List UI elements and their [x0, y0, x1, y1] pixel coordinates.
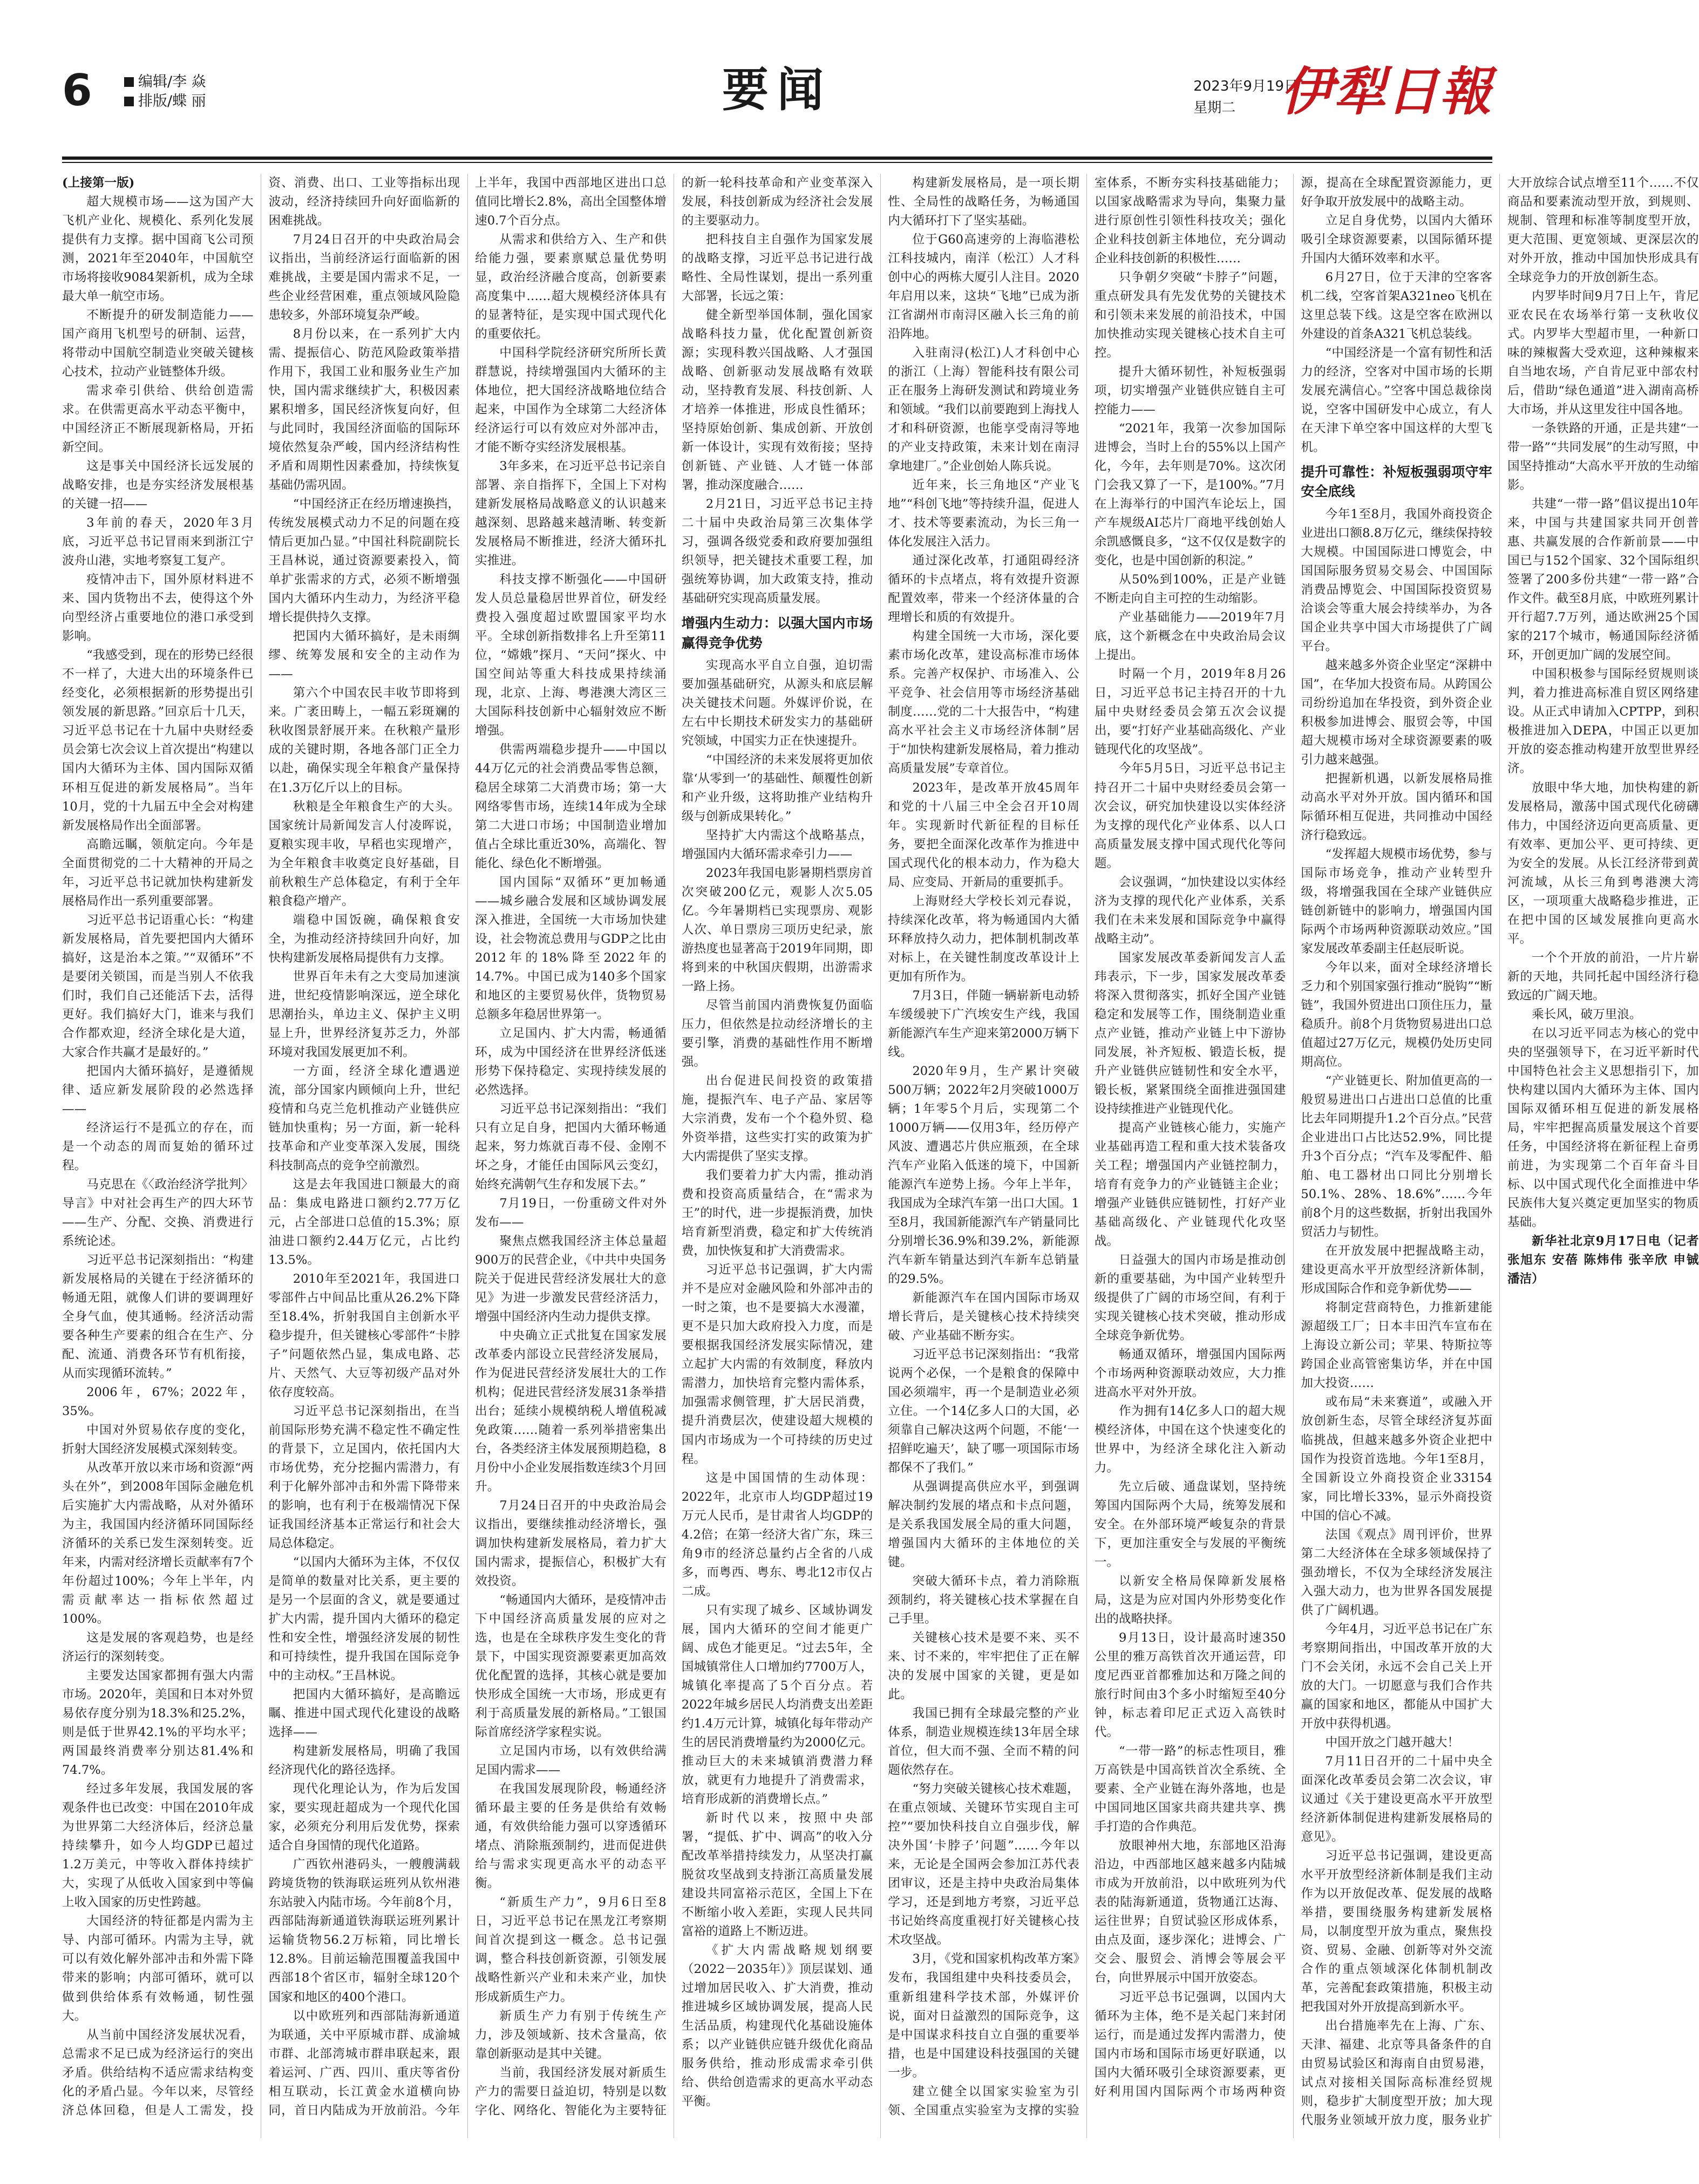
article-paragraph: “努力突破关键核心技术难题，在重点领域、关键环节实现自主可控”“要加快科技自立自强步伐，解决外国‘卡脖子’问题”……今年以来，无论是全国两会参加江苏代表团审议，还是主持中央政治局集体学习，还是到地方考察，习近平总书记始终高度重视打好关键核心技术攻坚战。 [888, 1782, 1079, 1948]
article-paragraph: 实现高水平自立自强，迫切需要加强基础研究，从源头和底层解决关键技术问题。外媒评价说，在左右中长期技术研发实力的基础研究领域，中国实力正在快速提升。 [681, 658, 873, 748]
article-paragraph: 3年前的春天，2020年3月底，习近平总书记冒雨来到浙江宁波舟山港，实地考察复工复产。 [62, 516, 254, 568]
article-paragraph: 提高产业链核心能力，实施产业基础再造工程和重大技术装备攻关工程；增强国内产业链控制力，培育有竞争力的产业链链主企业；增强产业链供应链韧性，打好产业基础高级化、产业链现代化攻坚战。 [1094, 1120, 1286, 1248]
article-paragraph: 位于G60高速旁的上海临港松江科技城内，南洋（松江）人才科创中心的两栋大厦引人注目。2020年启用以来，这块“飞地”已成为浙江省湖州市南浔区融入长三角的前沿阵地。 [888, 233, 1079, 342]
article-paragraph: 不断提升的研发制造能力——国产商用飞机型号的研制、运营，将带动中国航空制造业突破关键核心技术，拉动产业链整体升级。 [62, 308, 254, 379]
layout-name: 排版/蝶 丽 [138, 93, 206, 110]
article-paragraph: 尽管当前国内消费恢复仍面临压力，但依然是拉动经济增长的主要引擎，消费的基础性作用不断增强。 [681, 998, 873, 1070]
article-paragraph: 在开放发展中把握战略主动，建设更高水平开放型经济新体制，形成国际合作和竞争新优势—— [1301, 1244, 1492, 1296]
article-paragraph: 端稳中国饭碗，确保粮食安全，为推动经济持续回升向好，加快构建新发展格局提供有力支撑。 [268, 913, 460, 965]
article-paragraph: 或布局“未来赛道”，或融入开放创新生态，尽管全球经济复苏面临挑战，但越来越多外资企业把中国作为投资首选地。今年1至8月，全国新设立外商投资企业33154家，同比增长33%，显示外商投资中国的信心不减。 [1301, 1395, 1492, 1523]
article-paragraph: 7月19日，一份重磅文件对外发布—— [475, 1196, 667, 1229]
article-paragraph: 近年来，长三角地区“产业飞地”“科创飞地”等持续升温，促进人才、技术等要素流动，为长三角一体化发展注入活力。 [888, 478, 1079, 549]
article-paragraph: 习近平总书记深刻指出，在当前国际形势充满不稳定性不确定性的背景下，立足国内，依托国内大市场优势，充分挖掘内需潜力，有利于化解外部冲击和外需下降带来的影响，也有利于在极端情况下保证我国经济基本正常运行和社会大局总体稳定。 [268, 1404, 460, 1551]
article-paragraph: 3月，《党和国家机构改革方案》发布，我国组建中央科技委员会，重新组建科学技术部，外媒评价说，面对日益激烈的国际竞争，这是中国谋求科技自立自强的重要举措，也是中国建设科技强国的关键一步。 [888, 1952, 1079, 2080]
header-rule-thin [62, 162, 1492, 163]
article-paragraph: “一带一路”的标志性项目，雅万高铁是中国高铁首次全系统、全要素、全产业链在海外落地，也是中国同地区国家共商共建共享、携手打造的合作典范。 [1094, 1744, 1286, 1834]
article-paragraph: 习近平总书记深刻指出：“我常说两个必保，一个是粮食的保障中国必须端牢，再一个是制造业必须立住。一个14亿多人口的大国，必须靠自己解决这两个问题，不能‘一招鲜吃遍天’，缺了哪一项国际市场都保不了我们。” [888, 1347, 1079, 1475]
article-paragraph: 这是发展的客观趋势，也是经济运行的深刻转变。 [62, 1631, 254, 1664]
article-paragraph: 中国开放之门越开越大！ [1325, 1735, 1460, 1750]
article-paragraph: 将制定营商特色，力推新建能源超级工厂；日本丰田汽车宣布在上海设立新公司；苹果、特斯拉等跨国企业高管密集访华，并在中国加大投资…… [1301, 1301, 1492, 1391]
article-paragraph: 从强调提高供应水平，到强调解决制约发展的堵点和卡点问题，是关系我国发展全局的重大问题，增强国内大循环的主体地位的关键。 [888, 1480, 1079, 1570]
article-paragraph: 构建全国统一大市场，深化要素市场化改革，建设高标准市场体系。完善产权保护、市场准入、公平竞争、社会信用等市场经济基础制度……党的二十大报告中，“构建高水平社会主义市场经济体制”居于“加快构建新发展格局，着力推动高质量发展”专章首位。 [888, 629, 1079, 776]
article-paragraph: 今年以来，面对全球经济增长乏力和个别国家强行推动“脱钩”“断链”，我国外贸进出口顶住压力，量稳质升。前8个月货物贸易进出口总值超过27万亿元，规模仍处历史同期高位。 [1301, 961, 1492, 1070]
article-paragraph: 从50%到100%，正是产业链不断走向自主可控的生动缩影。 [1094, 573, 1286, 606]
article-paragraph: 共建“一带一路”倡议提出10年来，中国与共建国家共同开创普惠、共赢发展的合作新前景——中国已与152个国家、32个国际组织签署了200多份共建“一带一路”合作文件。截至8月底，中欧班列累计开行超7.7万列，通达欧洲25个国家的217个城市，畅通国际经济循环，开创更加广阔的发展空间。 [1507, 497, 1699, 663]
article-paragraph: 只争朝夕突破“卡脖子”问题，重点研发具有先发优势的关键技术和引领未来发展的前沿技术，中国加快推动实现关键核心技术自主可控。 [1094, 270, 1286, 360]
article-paragraph: 科技支撑不断强化——中国研发人员总量稳居世界首位，研发经费投入强度超过欧盟国家平均水平。全球创新指数排名上升至第11位，“嫦娥”探月、“天问”探火、中国空间站等重大科技成果持续涌现，北京、上海、粤港澳大湾区三大国际科技创新中心辐射效应不断增强。 [475, 573, 667, 738]
article-paragraph: 先立后破、通盘谋划，坚持统筹国内国际两个大局，统筹发展和安全。在外部环境严峻复杂的背景下，更加注重安全与发展的平衡统一。 [1094, 1480, 1286, 1570]
article-paragraph: 9月13日，设计最高时速350公里的雅万高铁首次开通运营，印度尼西亚首都雅加达和万隆之间的旅行时间由3个多小时缩短至40分钟，标志着印尼正式迈入高铁时代。 [1094, 1631, 1286, 1740]
article-paragraph: 上海财经大学校长刘元春说，持续深化改革，将为畅通国内大循环释放持久动力，把体制机制改革对标上，在关键性制度改革设计上更加有所作为。 [888, 894, 1079, 984]
article-paragraph: 立足国内市场，以有效供给满足国内需求—— [475, 1744, 667, 1778]
article-paragraph: “中国经济正在经历增速换挡，传统发展模式动力不足的问题在疫情后更加凸显。”中国社科院副院长王昌林说，通过资源要素投入，简单扩张需求的方式，必须不断增强国内大循环内生动力，为经济平稳增长提供持久支撑。 [268, 497, 460, 625]
square-bullet-icon [124, 97, 134, 106]
article-paragraph: 把科技自主自强作为国家发展的战略支撑，习近平总书记进行战略性、全局性谋划，提出一系列重大部署，长远之策： [681, 233, 873, 304]
article-paragraph: “2021年，我第一次参加国际进博会，当时上台的55%以上国产化，今年，去年则是70%。这次闭门会我又算了一下，是100%。”7月在上海举行的中国汽车论坛上，国产车规级AI芯片厂商地平线创始人余凯感慨良多，“这不仅仅是数字的变化，也是中国创新的积淀。” [1094, 421, 1286, 568]
article-paragraph: 2006年，67%；2022年，35%。 [62, 1385, 254, 1419]
article-paragraph: 超大规模市场——这为国产大飞机产业化、规模化、系列化发展提供有力支撑。据中国商飞公司预测，2021年至2040年，中国航空市场将接收9084架新机，成为全球最大单一航空市场。 [62, 195, 254, 304]
article-paragraph: 秋粮是全年粮食生产的大头。国家统计局新闻发言人付凌晖说，夏粮实现丰收，早稻也实现增产，为全年粮食丰收奠定良好基础，目前秋粮生产总体稳定，有利于全年粮食稳产增产。 [268, 799, 460, 908]
article-paragraph: 以新安全格局保障新发展格局，这是为应对国内外形势变化作出的战略抉择。 [1094, 1574, 1286, 1627]
article-paragraph: 把国内大循环搞好，是高瞻远瞩、推进中国式现代化建设的战略选择—— [268, 1688, 460, 1740]
article-paragraph: 入驻南浔(松江)人才科创中心的浙江（上海）智能科技有限公司正在服务上海研发测试和跨境业务和领域。“我们以前要跑到上海找人才和科研资源，也能享受南浔等地的产业支持政策，未来计划在南浔拿地建厂。”企业创始人陈兵说。 [888, 346, 1079, 474]
article-paragraph: 在我国发展现阶段，畅通经济循环最主要的任务是供给有效畅通，有效供给能力强可以穿透循环堵点、消除瓶颈制约，进而促进供给与需求实现更高水平的动态平衡。 [475, 1782, 667, 1891]
article-paragraph: “产业链更长、附加值更高的一般贸易进出口占进出口总值的比重比去年同期提升1.2个百分点。”民营企业进出口占比达52.9%，同比提升3个百分点；“汽车及零配件、船舶、电工器材出口同比分别增长50.1%、28%、18.6%”……今年前8个月的这些数据，折射出我国外贸活力与韧性。 [1301, 1074, 1492, 1240]
article-paragraph: 通过深化改革，打通阻碍经济循环的卡点堵点，将有效提升资源配置效率，带来一个经济体量的合理增长和质的有效提升。 [888, 554, 1079, 625]
square-bullet-icon [124, 77, 134, 87]
article-paragraph: 越来越多外资企业坚定“深耕中国”，在华加大投资布局。从跨国公司纷纷追加在华投资，到外资企业积极参加进博会、服贸会等，中国超大规模市场对全球资源要素的吸引力越来越强。 [1301, 658, 1492, 767]
article-paragraph: 2023年我国电影暑期档票房首次突破200亿元，观影人次5.05亿。今年暑期档已实现票房、观影人次、单日票房三项历史纪录，旅游热度也显著高于2019年同期，即将到来的中秋国庆假期，出游需求一路上扬。 [681, 866, 873, 994]
article-paragraph: 6月27日，位于天津的空客客机二线，空客首架A321neo飞机在这里总装下线。这是空客在欧洲以外建设的首条A321飞机总装线。 [1301, 270, 1492, 342]
article-paragraph: “以国内大循环为主体，不仅仅是简单的数量对比关系，更主要的是另一个层面的含义，就是要通过扩大内需，提升国内大循环的稳定性和安全性，增强经济发展的韧性和可持续性，提升我国在国际竞争中的主动权。”王昌林说。 [268, 1555, 460, 1683]
article-paragraph: 我们要着力扩大内需，推动消费和投资高质量结合，在“需求为王”的时代，进一步提振消费，加快培育新型消费，稳定和扩大传统消费，加快恢复和扩大消费需求。 [681, 1168, 873, 1258]
article-paragraph: 新质生产力有别于传统生产力，涉及领域新、技术含量高，依靠创新驱动是其中关键。 [475, 2009, 667, 2061]
article-paragraph: 供需两端稳步提升——中国以44万亿元的社会消费品零售总额，稳居全球第二大消费市场；第一大网络零售市场，连续14年成为全球第二大进口市场；中国制造业增加值占全球比重近30%，高端化、智能化、绿色化不断增强。 [475, 743, 667, 870]
article-paragraph: 习近平总书记强调，建设更高水平开放型经济新体制是我们主动作为以开放促改革、促发展的战略举措，要围绕服务构建新发展格局，以制度型开放为重点，聚焦投资、贸易、金融、创新等对外交流合作的重点领域深化体制机制改革，完善配套政策措施，积极主动把我国对外开放提高到新水平。 [1301, 1848, 1492, 2014]
article-paragraph: 突破大循环卡点，着力消除瓶颈制约，将关键核心技术掌握在自己手里。 [888, 1574, 1079, 1627]
article-paragraph: 习近平总书记强调，以国内大循环为主体，绝不是关起门来封闭运行，而是通过发挥内需潜力，使国内市场和国际市场更好联通，以国内大循环吸引全球资源要素，更好利用国内国际两个市场两种资源，提高在全球配置资源能力，更好争取开放发展中的战略主动。 [1094, 176, 1492, 2099]
article-paragraph: 法国《观点》周刊评价，世界第二大经济体在全球多领域保持了强劲增长，不仅为全球经济发展注入强大动力，也为世界各国发展提供了广阔机遇。 [1301, 1527, 1492, 1617]
article-paragraph: 7月24日召开的中央政治局会议指出，当前经济运行面临新的困难挑战，主要是国内需求不足，一些企业经营困难，重点领域风险隐患较多，外部环境复杂严峻。 [268, 233, 460, 323]
article-paragraph: 放眼神州大地，东部地区沿海沿边，中西部地区越来越多内陆城市成为开放前沿，以中欧班列为代表的陆海新通道，货物通江达海、运往世界；自贸试验区形成体系，由点及面，逐步深化；进博会、广交会、服贸会、消博会等展会平台，向世界展示中国开放姿态。 [1094, 1839, 1286, 1985]
article-paragraph: 时隔一个月，2019年8月26日，习近平总书记主持召开的十九届中央财经委员会第五次会议提出，要“打好产业基础高级化、产业链现代化的攻坚战”。 [1094, 667, 1286, 757]
article-paragraph: “我感受到，现在的形势已经很不一样了，大进大出的环境条件已经变化，必须根据新的形势提出引领发展的新思路。”回京后十几天，习近平总书记在十九届中央财经委员会第七次会议上首次提出“构建以国内大循环为主体、国内国际双循环相互促进的新发展格局”。当年10月，党的十九届五中全会对构建新发展格局作出全面部署。 [62, 648, 254, 833]
article-paragraph: 国内国际“双循环”更加畅通——城乡融合发展和区域协调发展深入推进，全国统一大市场加快建设，社会物流总费用与GDP之比由2012年的18%降至2022年的14.7%。中国已成为140多个国家和地区的主要贸易伙伴，货物贸易总额多年稳居世界第一。 [475, 875, 667, 1022]
section-title: 要闻 [722, 63, 832, 117]
article-paragraph: 只有实现了城乡、区域协调发展，国内大循环的空间才能更广阔、成色才能更足。“过去5年，全国城镇常住人口增加约7700万人，城镇化率提高了5个百分点。若2022年城乡居民人均消费支出差距约1.4万元计算，城镇化每年带动产生的居民消费增量约为2000亿元。推动巨大的未来城镇消费潜力释放，就更有力地提升了消费需求，培育形成新的消费增长点。” [681, 1603, 873, 1806]
article-paragraph: 这是去年我国进口额最大的商品：集成电路进口额约2.77万亿元，占全部进口总值的15.3%；原油进口额约2.44万亿元，占比约13.5%。 [268, 1177, 460, 1267]
article-paragraph: 疫情冲击下，国外原材料进不来、国内货物出不去，使得这个外向型经济占重要地位的港口承受到影响。 [62, 573, 254, 644]
article-paragraph: 从当前中国经济发展状况看，总需求不足已成为经济运行的突出矛盾。供给结构不适应需求结构变化的矛盾凸显。今年以来，尽管经济总体回稳，但是人工需发，投资、消费、出口、工业等指标出现波动，经济持续回升向好面临新的困难挑战。 [62, 176, 460, 2118]
article-paragraph: 7月24日召开的中央政治局会议指出，要继续推动经济增长，强调加快构建新发展格局，着力扩大国内需求，提振信心，积极扩大有效投资。 [475, 1499, 667, 1589]
article-paragraph: “中国经济的未来发展将更加依靠‘从零到一’的基础性、颠覆性创新和产业升级，这将助推产业结构升级与创新成果转化。” [681, 752, 873, 824]
article-body [62, 174, 1699, 2138]
article-paragraph: 高瞻远瞩，领航定向。今年是全面贯彻党的二十大精神的开局之年，习近平总书记就加快构建新发展格局作出一系列重要部署。 [62, 837, 254, 908]
article-paragraph: 会议强调，“加快建设以实体经济为支撑的现代化产业体系，关系我们在未来发展和国际竞争中赢得战略主动”。 [1094, 875, 1286, 946]
article-paragraph: 出台促进民间投资的政策措施，提振汽车、电子产品、家居等大宗消费，发布一个个稳外贸、稳外资举措，这些实打实的政策为扩大内需提供了坚实支撑。 [681, 1074, 873, 1164]
layout-line [124, 92, 206, 111]
article-columns [62, 174, 1699, 2138]
article-paragraph: 中国积极参与国际经贸规则谈判，着力推进高标准自贸区网络建设。从正式申请加入CPTPP，到积极推进加入DEPA，中国正以更加开放的姿态推动构建开放型世界经济。 [1507, 667, 1699, 776]
article-paragraph: 中国科学院经济研究所所长黄群慧说，持续增强国内大循环的主体地位，把大国经济战略地位结合起来，中国作为全球第二大经济体经济运行可以有效应对外部冲击，才能不断夺实经济发展根基。 [475, 346, 667, 455]
article-paragraph: 经过多年发展，我国发展的客观条件也已改变：中国在2010年成为世界第二大经济体后，经济总量持续攀升，如今人均GDP已超过1.2万美元，中等收入群体持续扩大，实现了从低收入国家到中等偏上收入国家的历史性跨越。 [62, 1782, 254, 1910]
article-paragraph: 第六个中国农民丰收节即将到来。广袤田畴上，一幅五彩斑斓的秋收图景舒展开来。在秋粮产量形成的关键时期，各地各部门正全力以赴，确保实现全年粮食产量保持在1.3万亿斤以上的目标。 [268, 686, 460, 795]
article-paragraph: 日益强大的国内市场是推动创新的重要基础，为中国产业转型升级提供了广阔的市场空间，有利于实现关键核心技术突破，推动形成全球竞争新优势。 [1094, 1253, 1286, 1343]
article-paragraph: 建立健全以国家实验室为引领、全国重点实验室为支撑的实验室体系，不断夯实科技基础能力；以国家战略需求为导向，集聚力量进行原创性引领性科技攻关；强化企业科技创新主体地位，充分调动企业科技创新的积极性…… [888, 176, 1286, 2118]
article-paragraph: 马克思在《〈政治经济学批判〉导言》中对社会再生产的四大环节——生产、分配、交换、消费进行系统论述。 [62, 1177, 254, 1248]
article-paragraph: 一方面，经济全球化遭遇逆流，部分国家内顾倾向上升，世纪疫情和乌克兰危机推动产业链供应链加快重构；另一方面，新一轮科技革命和产业变革深入发展，围绕科技制高点的竞争空前激烈。 [268, 1064, 460, 1173]
article-paragraph: “新质生产力”，9月6日至8日，习近平总书记在黑龙江考察期间首次提到这一概念。总书记强调，整合科技创新资源，引领发展战略性新兴产业和未来产业，加快形成新质生产力。 [475, 1895, 667, 2004]
article-paragraph: 2020年9月，生产累计突破500万辆；2022年2月突破1000万辆；1年零5个月后，实现第二个1000万辆——仅用3年，经历停产风波、遭遇芯片供应瓶颈，在全球汽车产业陷入低迷的境下，中国新能源汽车逆势上扬。今年上半年，我国成为全球汽车第一出口大国。1至8月，我国新能源汽车产销量同比分别增长36.9%和39.2%，新能源汽车新车销量达到汽车新车总销量的29.5%。 [888, 1064, 1079, 1286]
article-paragraph: “畅通国内大循环，是疫情冲击下中国经济高质量发展的应对之选，也是在全球秩序发生变化的背景下，中国实现资源要素更加高效优化配置的选择，其核心就是要加快形成全国统一大市场，形成更有利于高质量发展的新格局。”工银国际首席经济学家程实说。 [475, 1593, 667, 1740]
article-paragraph: 在以习近平同志为核心的党中央的坚强领导下，在习近平新时代中国特色社会主义思想指引下，加快构建以国内大循环为主体、国内国际双循环相互促进的新发展格局，牢牢把握高质量发展这个首要任务，中国经济将在新征程上奋勇前进，为实现第二个百年奋斗目标、以中国式现代化全面推进中华民族伟大复兴奠定更加坚实的物质基础。 [1507, 1026, 1699, 1229]
article-paragraph: 当前，我国经济发展对新质生产力的需要日益迫切，特别是以数字化、网络化、智能化为主要特征的新一轮科技革命和产业变革深入发展，科技创新成为经济社会发展的主要驱动力。 [475, 176, 873, 2118]
article-paragraph: 世界百年未有之大变局加速演进，世纪疫情影响深远，逆全球化思潮抬头，单边主义、保护主义明显上升，世界经济复苏乏力，外部环境对我国发展更加不利。 [268, 969, 460, 1059]
article-byline: 新华社北京9月17日电（记者 张旭东 安蓓 陈炜伟 张辛欣 申铖 潘洁） [1507, 1234, 1699, 1286]
article-paragraph: 把国内大循环搞好，是未雨绸缪、统筹发展和安全的主动作为—— [268, 629, 460, 682]
article-paragraph: 2023年，是改革开放45周年和党的十八届三中全会召开10周年。实现新时代新征程的目标任务，要把全面深化改革作为推进中国式现代化的根本动力，作为稳大局、应变局、开新局的重要抓手。 [888, 780, 1079, 889]
article-paragraph: 一个个开放的前沿，一片片崭新的天地，共同托起中国经济行稳致远的广阔天地。 [1507, 950, 1699, 1003]
article-paragraph: 习近平总书记深刻指出：“构建新发展格局的关键在于经济循环的畅通无阻，就像人们讲的要调理好全身气血，使其通畅。经济活动需要各种生产要素的组合在生产、分配、流通、消费各环节有机衔接，从而实现循环流转。” [62, 1253, 254, 1380]
article-paragraph: 以中欧班列和西部陆海新通道为联通，关中平原城市群、成渝城市群、北部湾城市群串联起来，跟着运河、广西、四川、重庆等省份相互联动，长江黄金水道横向协同，首日内陆成为开放前沿。今年上半年，我国中西部地区进出口总值同比增长2.8%，高出全国整体增速0.7个百分点。 [268, 176, 667, 2118]
article-paragraph: 新时代以来，按照中央部署，“提低、扩中、调高”的收入分配改革举措持续发力，从坚决打赢脱贫攻坚战到支持浙江高质量发展建设共同富裕示范区，全国上下在不断缩小收入差距，实现人民共同富裕的道路上不断迈进。 [681, 1811, 873, 1938]
article-paragraph: 7月11日召开的二十届中央全面深化改革委员会第二次会议，审议通过《关于建设更高水平开放型经济新体制促进构建新发展格局的意见》。 [1301, 1754, 1492, 1844]
article-paragraph: 提升大循环韧性，补短板强弱项，切实增强产业链供应链自主可控能力—— [1094, 365, 1286, 417]
continuation-note: (上接第一版) [62, 176, 135, 190]
article-paragraph: 7月3日，伴随一辆崭新电动轿车缓缓驶下广汽埃安生产线，我国新能源汽车生产迎来第2000万辆下线。 [888, 988, 1079, 1059]
editor-credits [124, 72, 206, 112]
article-paragraph: 今年1至8月，我国外商投资企业进出口额8.8万亿元，继续保持较大规模。中国国际进口博览会，中国国际服务贸易交易会、中国国际消费品博览会、中国国际投资贸易洽谈会等重大展会持续举办，为各国企业共享中国大市场提供了广阔平台。 [1301, 507, 1492, 654]
article-paragraph: 今年5月5日，习近平总书记主持召开二十届中央财经委员会第一次会议，研究加快建设以实体经济为支撑的现代化产业体系、以人口高质量发展支撑中国式现代化等问题。 [1094, 761, 1286, 870]
article-paragraph: 广西钦州港码头，一艘艘满载跨境货物的铁海联运班列从钦州港东站驶入内陆市场。今年前8个月，西部陆海新通道铁海联运班列累计运输货物56.2万标箱，同比增长12.8%。目前运输范围覆盖我国中西部18个省区市，辐射全球120个国家和地区的400个港口。 [268, 1858, 460, 2004]
article-paragraph: 健全新型举国体制，强化国家战略科技力量，优化配置创新资源；实现科教兴国战略、人才强国战略、创新驱动发展战略有效联动，坚持教育发展、科技创新、人才培养一体推进，形成良性循环；坚持原始创新、集成创新、开放创新一体设计，实现有效衔接；坚持创新链、产业链、人才链一体部署，推动深度融合…… [681, 308, 873, 493]
article-paragraph: “中国经济是一个富有韧性和活力的经济，空客对中国市场的长期发展充满信心。”空客中国总裁徐岗说，空客中国研发中心成立，有人在天津下单空客中国这样的大型飞机。 [1301, 346, 1492, 455]
article-paragraph: 乘长风，破万里浪。 [1532, 1007, 1642, 1022]
article-paragraph: 畅通双循环，增强国内国际两个市场两种资源联动效应，大力推进高水平对外开放。 [1094, 1347, 1286, 1399]
article-paragraph: 构建新发展格局，明确了我国经济现代化的路径选择。 [268, 1744, 460, 1778]
article-paragraph: 我国已拥有全球最完整的产业体系，制造业规模连续13年居全球首位，但大而不强、全而不精的问题依然存在。 [888, 1706, 1079, 1778]
article-paragraph: 把国内大循环搞好，是遵循规律、适应新发展阶段的必然选择—— [62, 1064, 254, 1116]
article-paragraph: 坚持扩大内需这个战略基点，增强国内大循环需求牵引力—— [681, 828, 873, 862]
article-paragraph: 内罗毕时间9月7日上午，肯尼亚农民在农场举行第一支秋收仪式。内罗毕大型超市里，一种新口味的辣椒酱大受欢迎，这种辣椒来自当地农场，产自肯尼亚中部农村后，借助“绿色通道”进入湖南高桥大市场，并从这里发往中国各地。 [1507, 289, 1699, 417]
article-paragraph: 这是事关中国经济长远发展的战略安排，也是夯实经济发展根基的关键一招—— [62, 459, 254, 512]
article-paragraph: 经济运行不是孤立的存在，而是一个动态的周而复始的循环过程。 [62, 1120, 254, 1173]
article-paragraph: 放眼中华大地，加快构建的新发展格局，激荡中国式现代化磅礴伟力，中国经济迈向更高质量、更有效率、更加公平、更可持续、更为安全的发展。从长江经济带到黄河流域，从长三角到粤港澳大湾区，一项项重大战略稳步推进，正在把中国的区域发展推向更高水平。 [1507, 780, 1699, 946]
article-paragraph: 立足自身优势，以国内大循环吸引全球资源要素，以国际循环提升国内大循环效率和水平。 [1301, 214, 1492, 266]
article-paragraph: 这是中国国情的生动体现：2022年，北京市人均GDP超过19万元人民币，是甘肃省人均GDP的4.2倍；在第一经济大省广东，珠三角9市的经济总量约占全省的八成多，而粤西、粤东、粤北12市仅占二成。 [681, 1471, 873, 1598]
article-paragraph: 需求牵引供给、供给创造需求。在供需更高水平动态平衡中，中国经济正不断展现新格局，开拓新空间。 [62, 384, 254, 455]
article-paragraph: 《扩大内需战略规划纲要（2022－2035年）》顶层谋划、通过增加居民收入、扩大消费，推动推进城乡区域协调发展，提高人民生活品质，构建现代化基础设施体系；以产业链供应链升级优化商品服务供给，推动形成需求牵引供给、供给创造需求的更高水平动态平衡。 [681, 1943, 873, 2109]
article-paragraph: 中国对外贸易依存度的变化，折射大国经济发展模式深刻转变。 [62, 1423, 254, 1457]
issue-weekday: 星期二 [1193, 100, 1236, 117]
article-paragraph: 现代化理论认为，作为后发国家，要实现赶超成为一个现代化国家，必须充分利用后发优势，探索适合自身国情的现代化道路。 [268, 1782, 460, 1853]
page-number: 6 [62, 65, 92, 115]
newspaper-logo: 伊犁日報 [1281, 61, 1492, 122]
article-paragraph: 习近平总书记语重心长：“构建新发展格局，首先要把国内大循环搞好，这是治本之策。”“双循环”不是要闭关锁国，而是当别人不依我们时，我们自己还能活下去，活得更好。我们搞好大门，谁来与我们合作都欢迎，经济全球化是大道，大家合作共赢才是最好的。” [62, 913, 254, 1059]
article-paragraph: 主要发达国家都拥有强大内需市场。2020年，美国和日本对外贸易依存度分别为18.3%和25.2%，则是低于世界42.1%的平均水平；两国最终消费率分别达81.4%和74.7%。 [62, 1669, 254, 1778]
article-paragraph: 从需求和供给方入、生产和供给能力强，要素禀赋总量优势明显，政治经济融合度高，创新要素高度集中……超大规模经济体具有的显著特征，是实现中国式现代化的重要依托。 [475, 233, 667, 342]
article-paragraph: 立足国内、扩大内需，畅通循环，成为中国经济在世界经济低迷形势下保持稳定、实现持续发展的必然选择。 [475, 1026, 667, 1097]
header-rule-thick [62, 157, 1492, 160]
article-paragraph: 构建新发展格局，是一项长期性、全局性的战略任务，为畅通国内大循环打下了坚实基础。 [888, 176, 1079, 228]
article-paragraph: 习近平总书记强调，扩大内需并不是应对金融风险和外部冲击的一时之策，也不是要搞大水漫灌，更不是只加大政府投入力度，而是要根据我国经济发展实际情况，建立起扩大内需的有效制度，释放内需潜力，加快培育完整内需体系，加强需求侧管理，扩大居民消费，提升消费层次，使建设超大规模的国内市场成为一个可持续的历史过程。 [681, 1263, 873, 1466]
article-paragraph: 2月21日，习近平总书记主持二十届中央政治局第三次集体学习，强调各级党委和政府要加强组织领导，把关键技术重要工程，加强统筹协调，加大政策支持，推动基础研究实现高质量发展。 [681, 497, 873, 606]
article-paragraph: 关键核心技术是要不来、买不来、讨不来的，牢牢把住了正在解决的发展中国家的关键，更是如此。 [888, 1631, 1079, 1702]
article-paragraph: 大国经济的特征都是内需为主导、内部可循环。内需为主导，就可以有效化解外部冲击和外需下降带来的影响；内部可循环，就可以做到供给体系有效畅通，韧性强大。 [62, 1914, 254, 2023]
sub-heading: 增强内生动力：以强大国内市场赢得竞争优势 [681, 615, 873, 651]
article-paragraph: 8月份以来，在一系列扩大内需、提振信心、防范风险政策举措作用下，我国工业和服务业生产加快，国内需求继续扩大，积极因素累积增多，国民经济恢复向好，但与此同时，我国经济面临的国际环境依然复杂严峻，国内经济结构性矛盾和周期性因素叠加，持续恢复基础仍需巩固。 [268, 327, 460, 493]
article-paragraph: 把握新机遇，以新发展格局推动高水平对外开放。国内循环和国际循环相互促进，共同推动中国经济行稳致远。 [1301, 771, 1492, 842]
editor-name: 编辑/李 焱 [138, 73, 206, 90]
sub-heading: 提升可靠性：补短板强弱项守牢安全底线 [1301, 464, 1492, 500]
article-paragraph: “发挥超大规模市场优势，参与国际市场竞争，推动产业转型升级，将增强我国在全球产业链供应链创新链中的影响力，增强国内国际两个市场两种资源联动效应。”国家发展改革委副主任赵辰昕说。 [1301, 847, 1492, 956]
article-paragraph: 3年多来，在习近平总书记亲自部署、亲自指挥下，全国上下对构建新发展格局战略意义的认识越来越深刻、思路越来越清晰、转变新发展格局不断推进，经济大循环扎实推进。 [475, 459, 667, 568]
article-paragraph: 作为拥有14亿多人口的超大规模经济体，中国在这个快速变化的世界中，为经济全球化注入新动力。 [1094, 1404, 1286, 1475]
article-paragraph: 一条铁路的开通，正是共建“一带一路”“共同发展”的生动写照，中国坚持推动“大高水平开放的生动缩影。 [1507, 421, 1699, 493]
article-paragraph: 今年4月，习近平总书记在广东考察期间指出，中国改革开放的大门不会关闭，永远不会自己关上开放的大门。一切愿意与我们合作共赢的国家和地区，都能从中国扩大开放中获得机遇。 [1301, 1622, 1492, 1731]
editor-line [124, 72, 206, 92]
issue-date: 2023年9月19日 [1193, 78, 1298, 94]
article-paragraph: 2010年至2021年，我国进口零部件占中间品比重从26.2%下降至18.4%，折射我国自主创新水平稳步提升，但关键核心零部件“卡脖子”问题依然凸显，集成电路、芯片、天然气、大豆等初级产品对外依存度较高。 [268, 1271, 460, 1399]
article-paragraph: 聚焦点燃我国经济主体总量超900万的民营企业，《中共中央国务院关于促进民营经济发展壮大的意见》为进一步激发民营经济活力，增强中国经济内生动力提供支撑。 [475, 1234, 667, 1324]
article-paragraph: 国家发展改革委新闻发言人孟玮表示，下一步，国家发展改革委将深入贯彻落实，抓好全国产业链稳定和发展等工作，围绕制造业重点产业链，推动产业链上中下游协同发展，补齐短板、锻造长板，提升产业链供应链韧性和安全水平，锻长板，紧紧围绕全面推进强国建设持续推进产业链现代化。 [1094, 950, 1286, 1116]
article-paragraph: 出台措施率先在上海、广东、天津、福建、北京等具备条件的自由贸易试验区和海南自由贸易港，试点对接相关国际高标准经贸规则，稳步扩大制度型开放；加大现代服务业领域开放力度，服务业扩大开放综合试点增至11个……不仅商品和要素流动型开放，到规则、规制、管理和标准等制度型开放，更大范围、更宽领域、更深层次的对外开放，推动中国加快形成具有全球竞争力的开放创新生态。 [1301, 176, 1699, 2128]
article-paragraph: 新能源汽车在国内国际市场双增长背后，是关键核心技术持续突破、产业基础不断夯实。 [888, 1290, 1079, 1343]
article-paragraph: 产业基础能力——2019年7月底，这个新概念在中央政治局会议上提出。 [1094, 610, 1286, 663]
article-paragraph: 从改革开放以来市场和资源“两头在外”，到2008年国际金融危机后实施扩大内需战略，从对外循环为主，我国国内经济循环同国际经济循环的关系已发生深刻转变。近年来，内需对经济增长贡献率有7个年份超过100%；今年上半年，内需贡献率达一指标依然超过100%。 [62, 1461, 254, 1627]
masthead [62, 61, 1492, 157]
article-paragraph: 中央确立正式批复在国家发展改革委内部设立民营经济发展局，作为促进民营经济发展壮大的工作机构；促进民营经济发展31条举措出台；延续小规模纳税人增值税减免政策……随着一系列举措密集出台，各类经济主体发展预期趋稳，8月份中小企业发展指数连续3个月回升。 [475, 1328, 667, 1494]
article-paragraph: 习近平总书记深刻指出：“我们只有立足自身，把国内大循环畅通起来，努力炼就百毒不侵、金刚不坏之身，才能任由国际风云变幻，始终充满朝气生存和发展下去。” [475, 1101, 667, 1192]
